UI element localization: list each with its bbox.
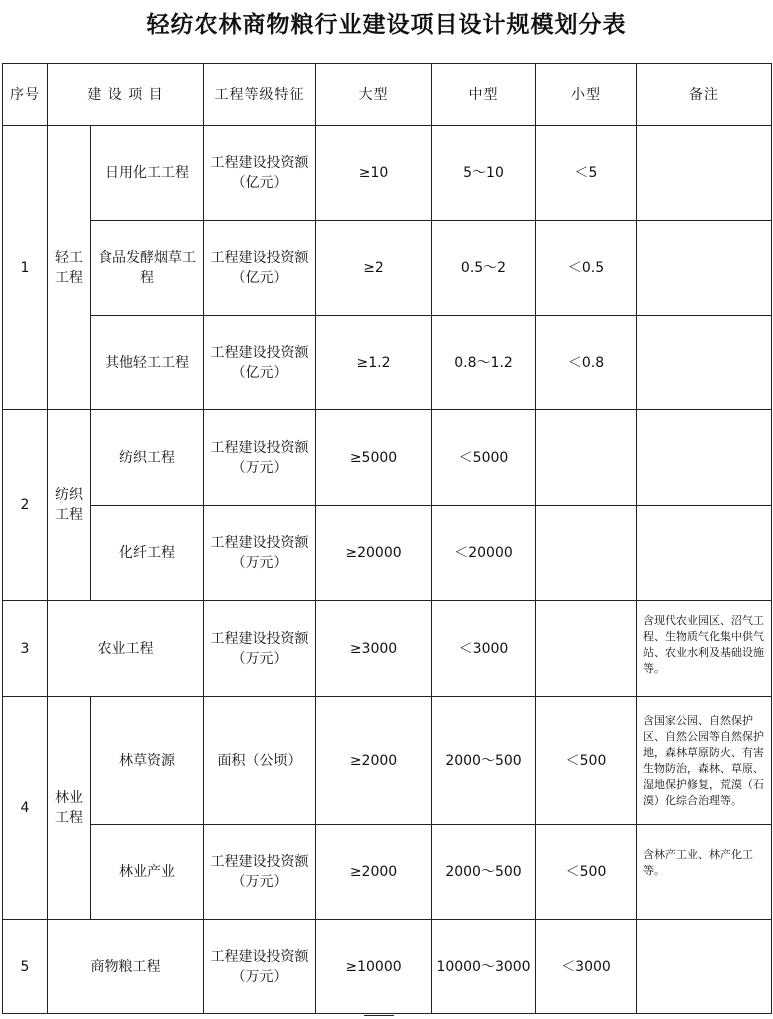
project-name-cell: 化纤工程 <box>91 506 204 601</box>
remark-cell <box>637 221 772 316</box>
remark-cell <box>637 506 772 601</box>
header-project: 建 设 项 目 <box>48 64 204 126</box>
grade-cell: 工程建设投资额（亿元） <box>204 126 316 221</box>
large-cell: ≥3000 <box>316 601 432 697</box>
large-cell: ≥2000 <box>316 825 432 920</box>
small-cell: ＜0.5 <box>536 221 637 316</box>
project-name-cell: 商物粮工程 <box>48 920 204 1014</box>
table-row <box>3 697 772 825</box>
medium-cell: ＜3000 <box>432 601 536 697</box>
medium-cell: ＜20000 <box>432 506 536 601</box>
grade-cell: 工程建设投资额（万元） <box>204 825 316 920</box>
medium-cell: 2000～500 <box>432 697 536 825</box>
header-row <box>3 64 772 126</box>
grade-cell: 工程建设投资额（亿元） <box>204 221 316 316</box>
project-name-cell: 纺织工程 <box>91 410 204 506</box>
project-name-cell: 农业工程 <box>48 601 204 697</box>
grade-cell: 工程建设投资额（万元） <box>204 920 316 1014</box>
large-cell: ≥1.2 <box>316 316 432 410</box>
scale-table <box>2 63 772 1014</box>
table-row <box>3 506 772 601</box>
medium-cell: ＜5000 <box>432 410 536 506</box>
small-cell: ＜0.8 <box>536 316 637 410</box>
header-remark: 备注 <box>637 64 772 126</box>
header-small: 小型 <box>536 64 637 126</box>
remark-cell: 含现代农业园区、沼气工程、生物质气化集中供气站、农业水利及基础设施等。 <box>637 601 772 697</box>
medium-cell: 5～10 <box>432 126 536 221</box>
remark-cell: 含林产工业、林产化工等。 <box>637 825 772 920</box>
project-name-cell: 林草资源 <box>91 697 204 825</box>
header-grade: 工程等级特征 <box>204 64 316 126</box>
medium-cell: 10000～3000 <box>432 920 536 1014</box>
table-row <box>3 126 772 221</box>
table-row <box>3 221 772 316</box>
medium-cell: 0.8～1.2 <box>432 316 536 410</box>
page-title: 轻纺农林商物粮行业建设项目设计规模划分表 <box>146 11 627 38</box>
small-cell: ＜500 <box>536 825 637 920</box>
large-cell: ≥2 <box>316 221 432 316</box>
seq-cell: 1 <box>3 126 48 410</box>
category-cell: 林业工程 <box>48 697 91 920</box>
header-large: 大型 <box>316 64 432 126</box>
seq-cell: 3 <box>3 601 48 697</box>
seq-cell: 2 <box>3 410 48 601</box>
table-row <box>3 316 772 410</box>
category-cell: 纺织工程 <box>48 410 91 601</box>
large-cell: ≥10000 <box>316 920 432 1014</box>
remark-cell: 含国家公园、自然保护区、自然公园等自然保护地，森林草原防火、有害生物防治，森林、草原、湿地保护修复，荒漠（石漠）化综合治理等。 <box>637 697 772 825</box>
table-row <box>3 920 772 1014</box>
seq-cell: 4 <box>3 697 48 920</box>
small-cell <box>536 410 637 506</box>
remark-cell <box>637 920 772 1014</box>
grade-cell: 工程建设投资额（亿元） <box>204 316 316 410</box>
small-cell <box>536 601 637 697</box>
project-name-cell: 食品发酵烟草工程 <box>91 221 204 316</box>
table-row <box>3 601 772 697</box>
page-edge-mark <box>364 1015 394 1016</box>
grade-cell: 面积（公顷） <box>204 697 316 825</box>
medium-cell: 0.5～2 <box>432 221 536 316</box>
grade-cell: 工程建设投资额（万元） <box>204 506 316 601</box>
large-cell: ≥2000 <box>316 697 432 825</box>
table-row <box>3 410 772 506</box>
large-cell: ≥20000 <box>316 506 432 601</box>
remark-cell <box>637 410 772 506</box>
small-cell <box>536 506 637 601</box>
grade-cell: 工程建设投资额（万元） <box>204 410 316 506</box>
header-seq: 序号 <box>3 64 48 126</box>
medium-cell: 2000～500 <box>432 825 536 920</box>
small-cell: ＜3000 <box>536 920 637 1014</box>
remark-cell <box>637 126 772 221</box>
category-cell: 轻工工程 <box>48 126 91 410</box>
project-name-cell: 其他轻工工程 <box>91 316 204 410</box>
project-name-cell: 日用化工工程 <box>91 126 204 221</box>
remark-cell <box>637 316 772 410</box>
project-name-cell: 林业产业 <box>91 825 204 920</box>
small-cell: ＜500 <box>536 697 637 825</box>
small-cell: ＜5 <box>536 126 637 221</box>
table-row <box>3 825 772 920</box>
header-medium: 中型 <box>432 64 536 126</box>
seq-cell: 5 <box>3 920 48 1014</box>
large-cell: ≥5000 <box>316 410 432 506</box>
grade-cell: 工程建设投资额（万元） <box>204 601 316 697</box>
large-cell: ≥10 <box>316 126 432 221</box>
